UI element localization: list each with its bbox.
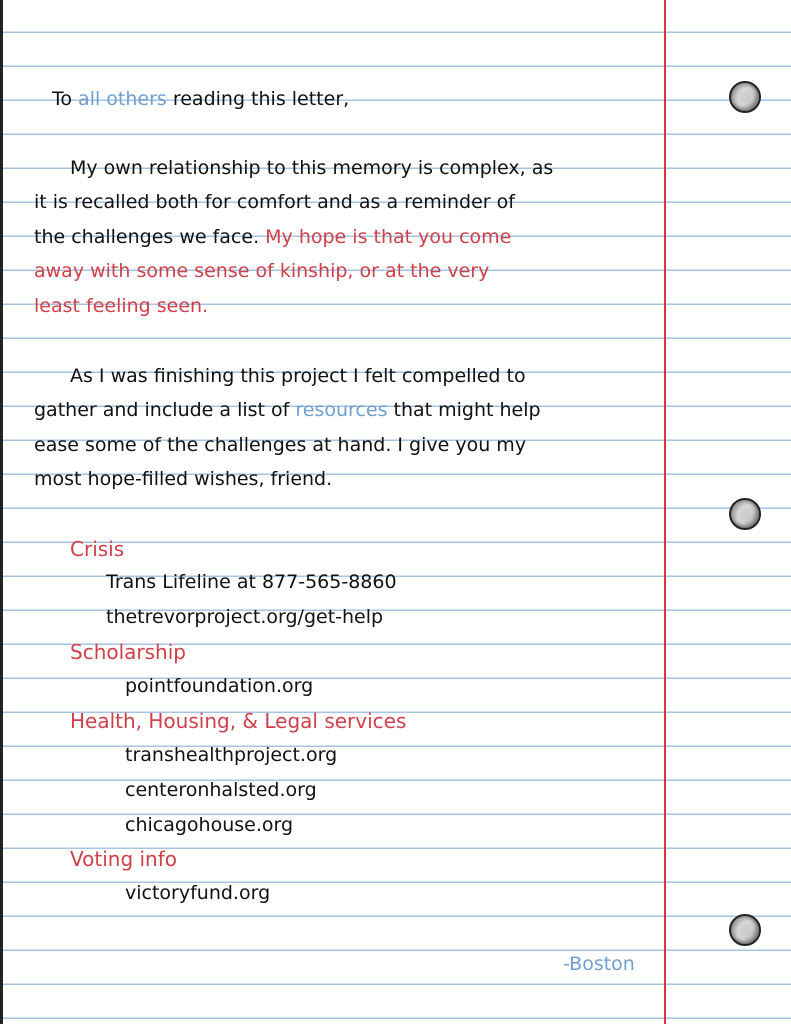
resources-highlight: resources <box>295 399 388 421</box>
resource-item: thetrevorproject.org/get-help <box>106 606 384 628</box>
para1-line3 <box>34 223 511 251</box>
margin-line <box>664 0 666 1024</box>
binder-hole-icon <box>729 81 761 113</box>
paper-edge <box>0 0 3 1024</box>
para2-line4: most hope-filled wishes, friend. <box>34 468 333 490</box>
resource-item: Trans Lifeline at 877-565-8860 <box>106 571 397 593</box>
para2-line2 <box>34 396 541 424</box>
para1-line2: it is recalled both for comfort and as a reminder of <box>34 191 515 213</box>
para1-line5: least feeling seen. <box>34 295 209 317</box>
resource-heading-scholarship: Scholarship <box>70 640 186 664</box>
greeting <box>52 85 349 113</box>
para2-line2-prefix: gather and include a list of <box>34 399 296 421</box>
para1-line1: My own relationship to this memory is complex, as <box>70 157 554 179</box>
resource-item: victoryfund.org <box>125 882 271 904</box>
resource-item: centeronhalsted.org <box>125 779 317 801</box>
para1-line3-plain: the challenges we face. <box>34 226 266 248</box>
para1-line3-hope: My hope is that you come <box>265 226 512 248</box>
greeting-suffix: reading this letter, <box>166 88 350 110</box>
greeting-highlight: all others <box>78 88 167 110</box>
resource-item: pointfoundation.org <box>125 675 314 697</box>
resource-item: chicagohouse.org <box>125 814 294 836</box>
resource-item: transhealthproject.org <box>125 744 338 766</box>
greeting-prefix: To <box>52 88 79 110</box>
binder-hole-icon <box>729 914 761 946</box>
resource-heading-crisis: Crisis <box>70 537 125 561</box>
para2-line1: As I was finishing this project I felt compelled to <box>70 365 526 387</box>
para2-line3: ease some of the challenges at hand. I give you my <box>34 434 527 456</box>
signature: -Boston <box>563 953 635 975</box>
resource-heading-health: Health, Housing, & Legal services <box>70 709 407 733</box>
resource-heading-voting: Voting info <box>70 847 178 871</box>
para2-line2-suffix: that might help <box>387 399 541 421</box>
binder-hole-icon <box>729 498 761 530</box>
para1-line4: away with some sense of kinship, or at the very <box>34 260 490 282</box>
